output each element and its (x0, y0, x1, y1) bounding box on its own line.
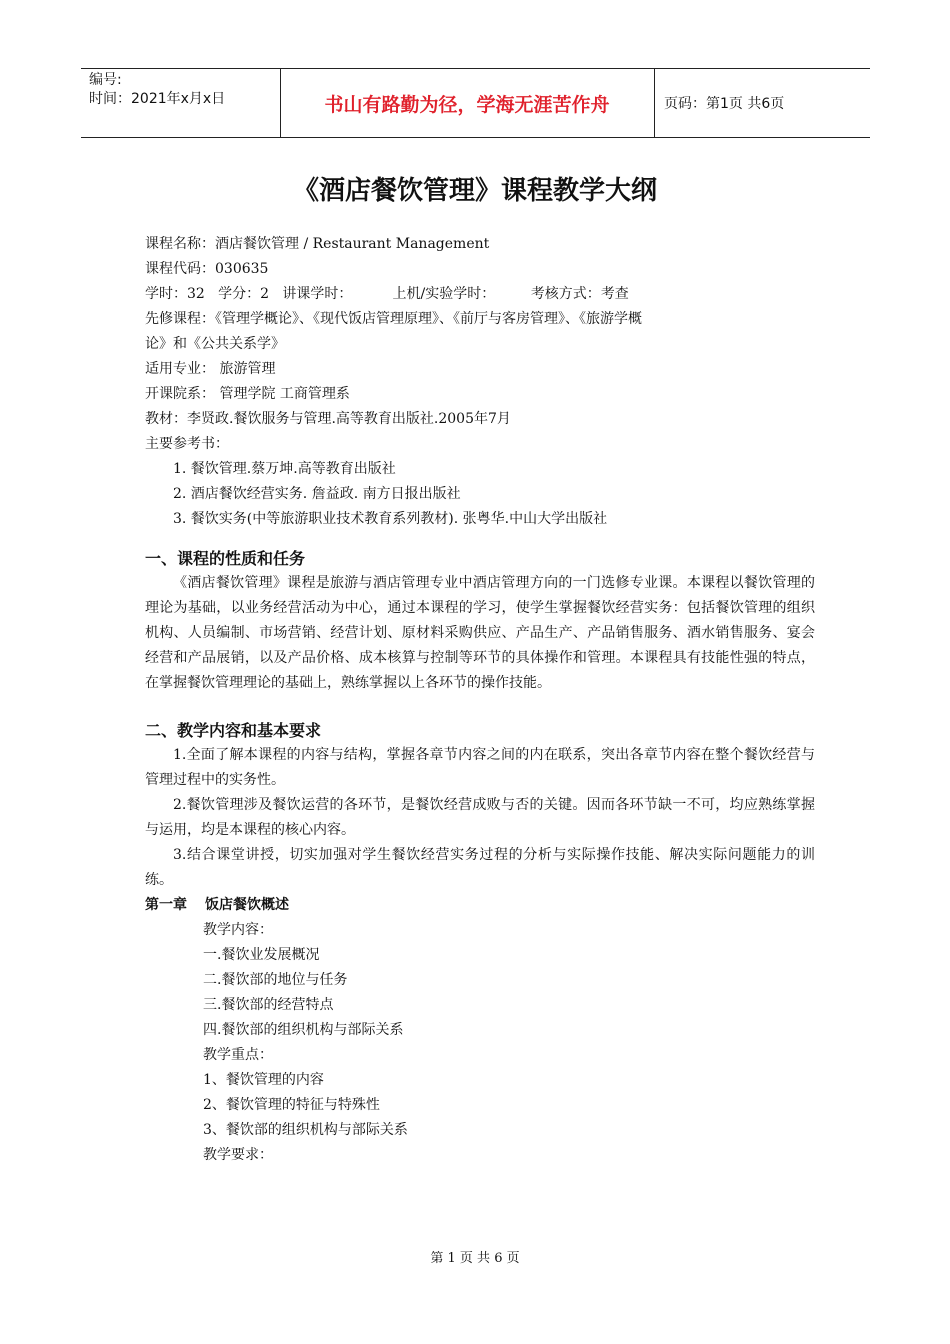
focus-label: 教学重点： (203, 1047, 273, 1063)
department: 开课院系： 管理学院 工商管理系 (145, 386, 350, 402)
header-divider (654, 69, 655, 137)
course-hours: 学时：32 学分：2 讲课学时： 上机/实验学时： 考核方式：考查 (145, 286, 629, 302)
textbook: 教材：李贤政.餐饮服务与管理.高等教育出版社.2005年7月 (145, 411, 511, 427)
header-motto: 书山有路勤为径，学海无涯苦作舟 (324, 93, 610, 116)
section2-heading: 二、教学内容和基本要求 (145, 721, 322, 740)
reference-item: 2. 酒店餐饮经营实务. 詹益政. 南方日报出版社 (173, 486, 461, 502)
focus-item: 3、餐饮部的组织机构与部际关系 (203, 1122, 408, 1138)
header-page: 页码：第1页 共6页 (664, 96, 785, 112)
chapter1-name: 饭店餐饮概述 (205, 897, 289, 913)
requirements-label: 教学要求： (203, 1147, 273, 1163)
section2-item: 3.结合课堂讲授，切实加强对学生餐饮经营实务过程的分析与实际操作技能、解决实际问题能力的训练。 (145, 847, 815, 888)
section1-heading: 一、课程的性质和任务 (145, 549, 306, 568)
content-item: 二.餐饮部的地位与任务 (203, 972, 348, 988)
reference-item: 3. 餐饮实务(中等旅游职业技术教育系列教材). 张粤华.中山大学出版社 (173, 511, 608, 527)
page-footer: 第 1 页 共 6 页 (430, 1251, 520, 1266)
references-label: 主要参考书： (145, 436, 229, 452)
section2-item: 1.全面了解本课程的内容与结构，掌握各章节内容之间的内在联系，突出各章节内容在整个餐饮经营与管理过程中的实务性。 (145, 747, 815, 788)
document-body (145, 232, 815, 1168)
focus-item: 2、餐饮管理的特征与特殊性 (203, 1097, 380, 1113)
reference-item: 1. 餐饮管理.蔡万坤.高等教育出版社 (173, 461, 396, 477)
page-header (81, 68, 870, 138)
course-name: 课程名称：酒店餐饮管理 / Restaurant Management (145, 236, 490, 252)
prerequisites-line1: 先修课程：《管理学概论》、《现代饭店管理原理》、《前厅与客房管理》、《旅游学概 (145, 311, 642, 327)
applicable-major: 适用专业： 旅游管理 (145, 361, 276, 377)
course-code: 课程代码：030635 (145, 261, 269, 277)
content-label: 教学内容： (203, 922, 273, 938)
document-title: 《酒店餐饮管理》课程教学大纲 (292, 176, 657, 206)
header-time: 时间：2021年x月x日 (89, 91, 226, 107)
header-number: 编号: (89, 72, 122, 88)
header-meta (89, 71, 279, 109)
chapter1-heading (145, 893, 815, 918)
focus-item: 1、餐饮管理的内容 (203, 1072, 324, 1088)
section1-body: 《酒店餐饮管理》课程是旅游与酒店管理专业中酒店管理方向的一门选修专业课。本课程以餐饮管理的理论为基础，以业务经营活动为中心，通过本课程的学习，使学生掌握餐饮经营实务：包括餐饮管理的组织机构、人员编制、市场营销、经营计划、原材料采购供应、产品生产、产品销售服务、酒水销售服务、宴会经营和产品展销，以及产品价格、成本核算与控制等环节的具体操作和管理。本课程具有技能性强的特点，在掌握餐饮管理理论的基础上，熟练掌握以上各环节的操作技能。 (145, 575, 815, 691)
content-item: 三.餐饮部的经营特点 (203, 997, 334, 1013)
content-item: 四.餐饮部的组织机构与部际关系 (203, 1022, 404, 1038)
content-item: 一.餐饮业发展概况 (203, 947, 320, 963)
prerequisites-line2: 论》和《公共关系学》 (145, 336, 285, 352)
section2-item: 2.餐饮管理涉及餐饮运营的各环节，是餐饮经营成败与否的关键。因而各环节缺一不可，均应熟练掌握与运用，均是本课程的核心内容。 (145, 797, 815, 838)
chapter1-label: 第一章 (145, 897, 187, 913)
